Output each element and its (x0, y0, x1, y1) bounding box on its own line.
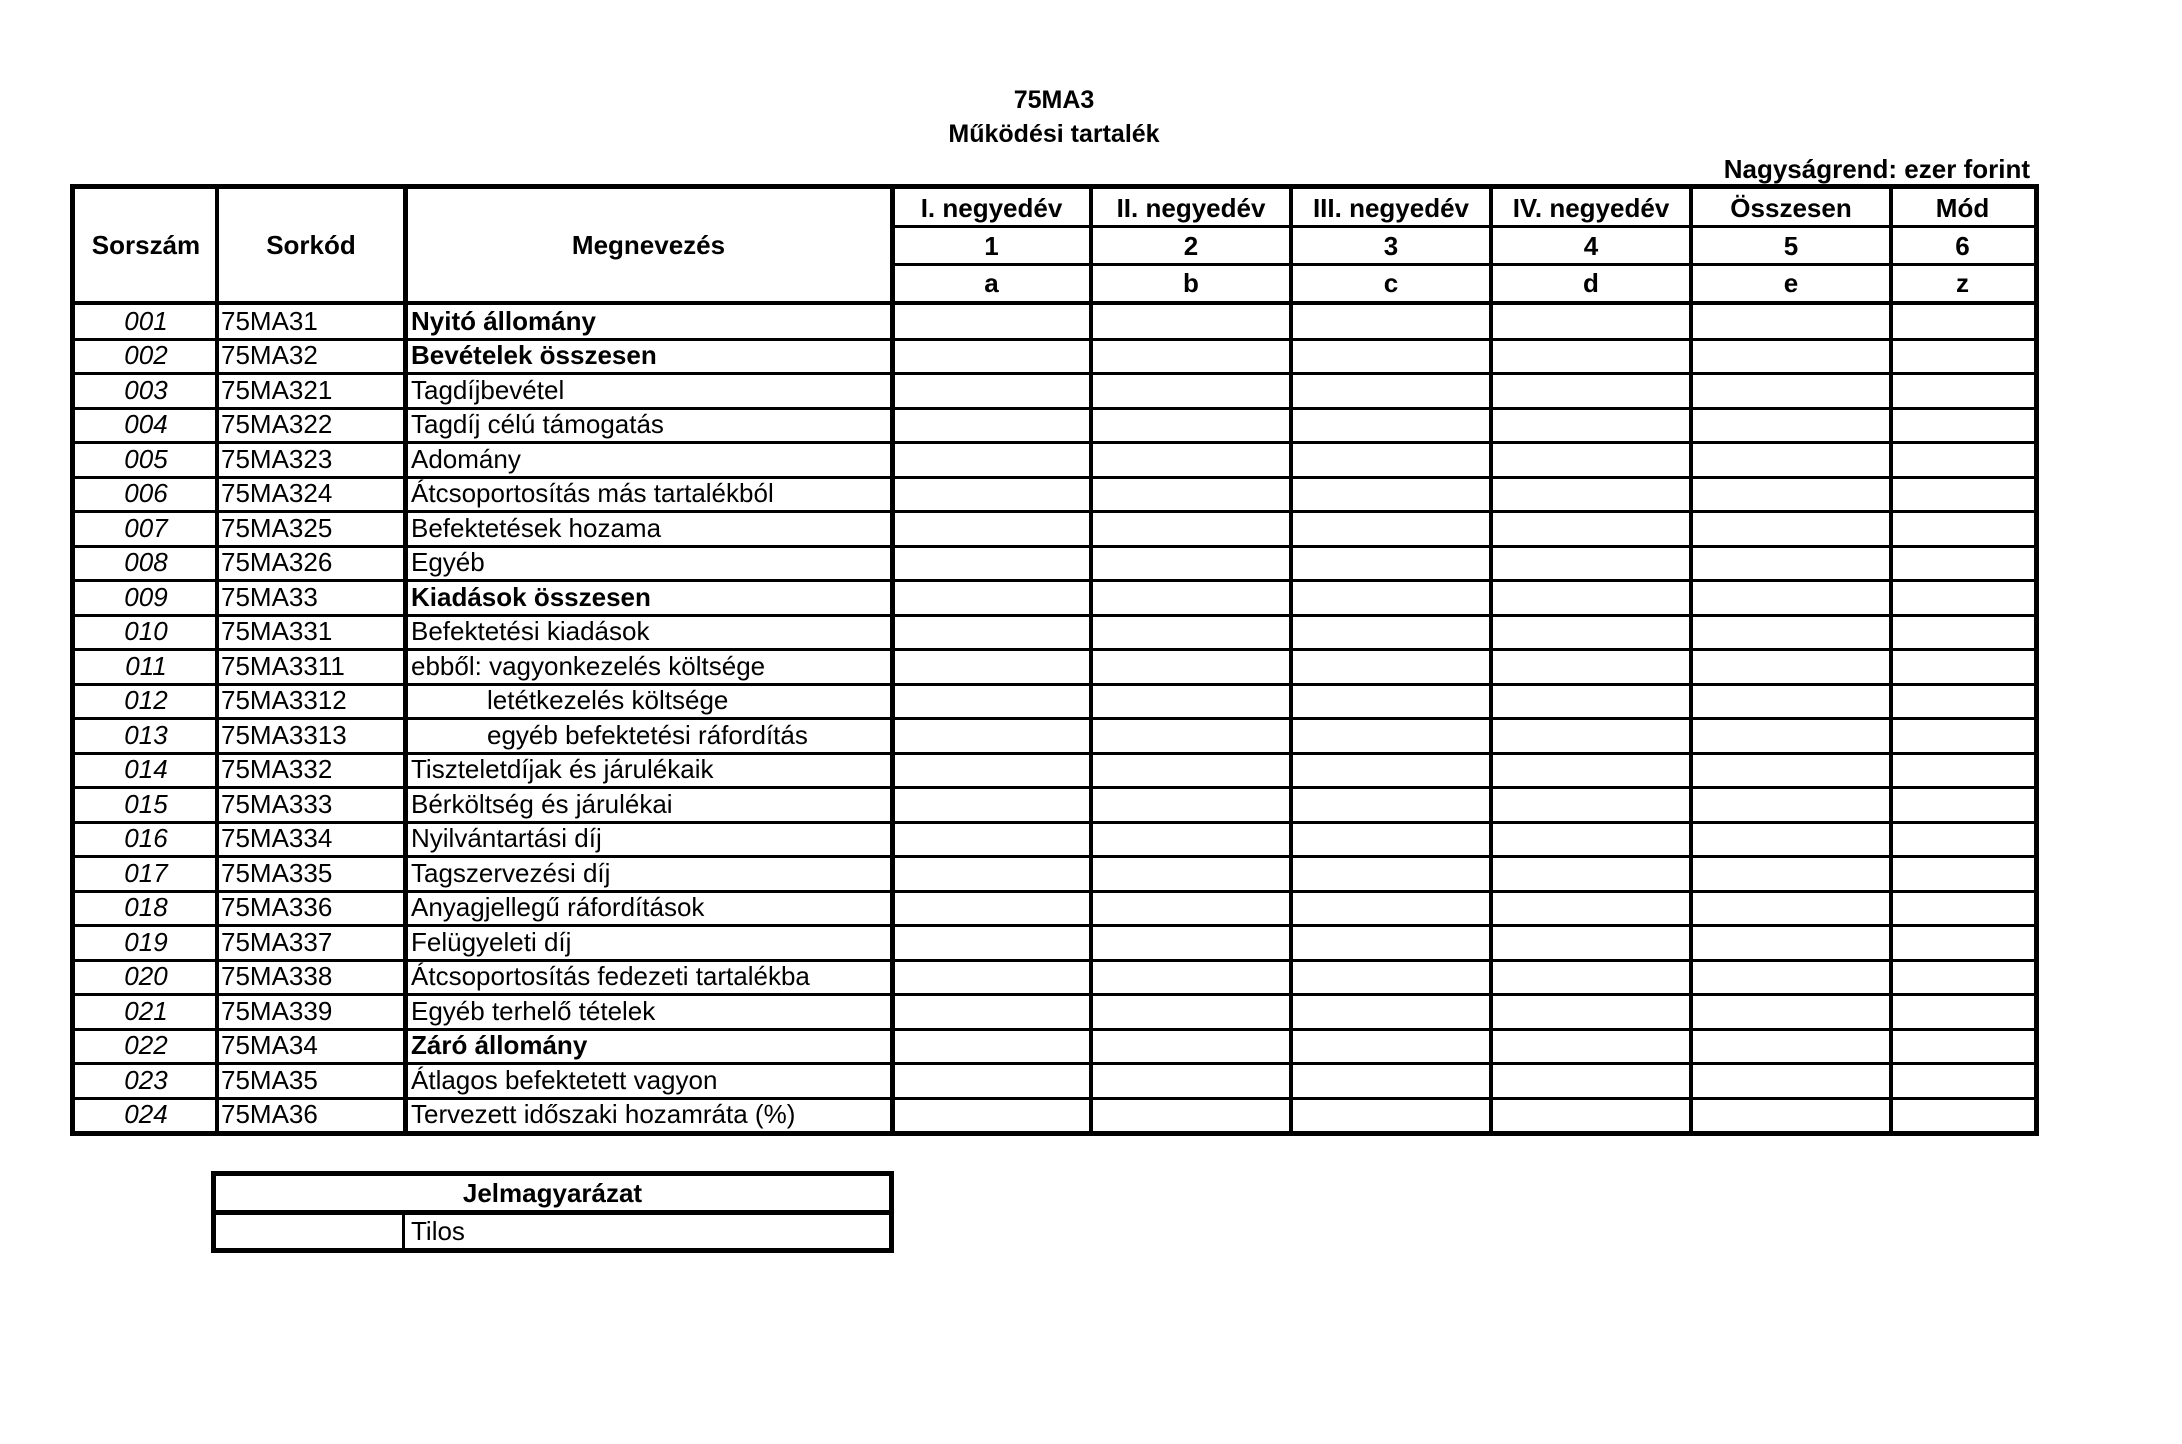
value-cell[interactable] (1891, 787, 2034, 822)
value-cell[interactable] (892, 891, 1091, 926)
table-row (75, 753, 2034, 788)
legend-swatch (216, 1215, 402, 1248)
value-cell[interactable] (1491, 580, 1691, 615)
row-code: 75MA36 (221, 1099, 318, 1130)
value-cell[interactable] (1491, 546, 1691, 581)
value-cell[interactable] (1091, 615, 1291, 650)
value-cell[interactable] (1891, 1098, 2034, 1133)
value-cell[interactable] (1091, 684, 1291, 719)
row-label: Tagdíjbevétel (411, 374, 565, 405)
value-cell[interactable] (1291, 925, 1491, 960)
value-cell[interactable] (1291, 304, 1491, 339)
value-cell[interactable] (1291, 891, 1491, 926)
row-code: 75MA326 (221, 547, 333, 578)
value-cell[interactable] (1491, 684, 1691, 719)
value-cell[interactable] (892, 615, 1091, 650)
period-header-letter: e (1783, 267, 1799, 298)
value-cell[interactable] (1691, 1063, 1891, 1098)
value-cell[interactable] (1291, 339, 1491, 374)
value-cell[interactable] (1291, 580, 1491, 615)
value-cell[interactable] (1891, 442, 2034, 477)
table-row (75, 960, 2034, 995)
value-cell[interactable] (1891, 994, 2034, 1029)
value-cell[interactable] (1291, 787, 1491, 822)
period-header-number: 6 (1955, 230, 1970, 261)
value-cell[interactable] (1491, 925, 1691, 960)
form-title: Működési tartalék (948, 120, 1160, 148)
table-row (75, 546, 2034, 581)
header-subrow-line (892, 225, 2034, 228)
value-cell[interactable] (1291, 649, 1491, 684)
value-cell[interactable] (1891, 856, 2034, 891)
value-cell[interactable] (1891, 684, 2034, 719)
value-cell[interactable] (1491, 718, 1691, 753)
value-cell[interactable] (892, 304, 1091, 339)
row-label: Felügyeleti díj (411, 926, 572, 957)
row-label: Tiszteletdíjak és járulékaik (411, 754, 714, 785)
row-line (75, 476, 2034, 479)
row-line (75, 1097, 2034, 1100)
table-row (75, 718, 2034, 753)
legend-title: Jelmagyarázat (462, 1177, 643, 1208)
row-number: 007 (124, 512, 168, 543)
col-header-megnevezes: Megnevezés (571, 229, 726, 260)
row-number: 010 (124, 616, 168, 647)
value-cell[interactable] (892, 477, 1091, 512)
legend-table (211, 1171, 894, 1253)
table-row (75, 684, 2034, 719)
value-cell[interactable] (1891, 891, 2034, 926)
value-cell[interactable] (1691, 856, 1891, 891)
row-code: 75MA33 (221, 581, 318, 612)
row-line (75, 752, 2034, 755)
row-label: Egyéb terhelő tételek (411, 995, 656, 1026)
value-cell[interactable] (892, 1029, 1091, 1064)
row-code: 75MA339 (221, 995, 333, 1026)
value-cell[interactable] (892, 822, 1091, 857)
value-cell[interactable] (1891, 373, 2034, 408)
value-cell[interactable] (1091, 477, 1291, 512)
value-cell[interactable] (1691, 787, 1891, 822)
value-cell[interactable] (892, 856, 1091, 891)
row-number: 012 (124, 685, 168, 716)
row-number: 021 (124, 995, 168, 1026)
value-cell[interactable] (1491, 787, 1691, 822)
row-line (75, 648, 2034, 651)
data-table (70, 184, 2039, 1136)
row-label: Tagdíj célú támogatás (411, 409, 664, 440)
value-cell[interactable] (1091, 718, 1291, 753)
value-cell[interactable] (1691, 408, 1891, 443)
value-cell[interactable] (1691, 546, 1891, 581)
table-row (75, 511, 2034, 546)
row-line (75, 545, 2034, 548)
value-cell[interactable] (1491, 1098, 1691, 1133)
value-cell[interactable] (1091, 994, 1291, 1029)
value-cell[interactable] (1491, 753, 1691, 788)
value-cell[interactable] (1291, 511, 1491, 546)
value-cell[interactable] (1891, 304, 2034, 339)
row-number: 014 (124, 754, 168, 785)
row-label: egyéb befektetési ráfordítás (487, 719, 808, 750)
row-code: 75MA321 (221, 374, 333, 405)
row-code: 75MA35 (221, 1064, 318, 1095)
value-cell[interactable] (1891, 649, 2034, 684)
row-number: 013 (124, 719, 168, 750)
row-label: Tervezett időszaki hozamráta (%) (411, 1099, 796, 1130)
row-line (75, 890, 2034, 893)
row-code: 75MA323 (221, 443, 333, 474)
row-line (75, 614, 2034, 617)
table-row (75, 787, 2034, 822)
value-cell[interactable] (892, 994, 1091, 1029)
value-cell[interactable] (1891, 925, 2034, 960)
value-cell[interactable] (1691, 718, 1891, 753)
value-cell[interactable] (892, 1063, 1091, 1098)
row-number: 017 (124, 857, 168, 888)
row-code: 75MA337 (221, 926, 333, 957)
row-line (75, 338, 2034, 341)
value-cell[interactable] (1091, 891, 1291, 926)
row-label: ebből: vagyonkezelés költsége (411, 650, 766, 681)
value-cell[interactable] (892, 580, 1091, 615)
row-label: Egyéb (411, 547, 485, 578)
row-number: 004 (124, 409, 168, 440)
value-cell[interactable] (1491, 994, 1691, 1029)
value-cell[interactable] (1891, 615, 2034, 650)
col-header-sorkod: Sorkód (266, 229, 356, 260)
value-cell[interactable] (1291, 753, 1491, 788)
row-code: 75MA333 (221, 788, 333, 819)
row-code: 75MA322 (221, 409, 333, 440)
value-cell[interactable] (1491, 442, 1691, 477)
row-label: Nyilvántartási díj (411, 823, 602, 854)
value-cell[interactable] (1691, 649, 1891, 684)
period-header-label: I. negyedév (920, 192, 1063, 223)
table-row (75, 856, 2034, 891)
value-cell[interactable] (1691, 925, 1891, 960)
value-cell[interactable] (1091, 339, 1291, 374)
value-cell[interactable] (1691, 822, 1891, 857)
table-row (75, 1063, 2034, 1098)
value-cell[interactable] (892, 649, 1091, 684)
value-cell[interactable] (1291, 477, 1491, 512)
row-code: 75MA324 (221, 478, 333, 509)
value-cell[interactable] (892, 373, 1091, 408)
value-cell[interactable] (1291, 1029, 1491, 1064)
value-cell[interactable] (1491, 649, 1691, 684)
row-number: 011 (125, 650, 167, 681)
row-label: Befektetési kiadások (411, 616, 650, 647)
row-line (75, 683, 2034, 686)
period-header-number: 4 (1583, 230, 1599, 261)
value-cell[interactable] (1491, 304, 1691, 339)
row-label: Anyagjellegű ráfordítások (411, 892, 705, 923)
period-header-number: 1 (984, 230, 999, 261)
row-number: 016 (124, 823, 168, 854)
value-cell[interactable] (1291, 856, 1491, 891)
table-row (75, 994, 2034, 1029)
value-cell[interactable] (892, 1098, 1091, 1133)
value-cell[interactable] (1291, 615, 1491, 650)
row-code: 75MA3312 (221, 685, 347, 716)
row-number: 008 (124, 547, 168, 578)
value-cell[interactable] (1491, 511, 1691, 546)
row-number: 006 (124, 478, 168, 509)
table-row (75, 1098, 2034, 1133)
row-label: Befektetések hozama (411, 512, 662, 543)
value-cell[interactable] (892, 546, 1091, 581)
value-cell[interactable] (1491, 1063, 1691, 1098)
value-cell[interactable] (1091, 304, 1291, 339)
value-cell[interactable] (892, 925, 1091, 960)
value-cell[interactable] (1691, 684, 1891, 719)
value-cell[interactable] (1691, 511, 1891, 546)
row-line (75, 821, 2034, 824)
row-line (75, 786, 2034, 789)
value-cell[interactable] (1891, 408, 2034, 443)
row-line (75, 441, 2034, 444)
value-cell[interactable] (1091, 442, 1291, 477)
value-cell[interactable] (892, 753, 1091, 788)
value-cell[interactable] (1091, 408, 1291, 443)
value-cell[interactable] (1491, 891, 1691, 926)
value-cell[interactable] (1091, 373, 1291, 408)
value-cell[interactable] (1491, 408, 1691, 443)
value-cell[interactable] (1091, 649, 1291, 684)
row-line (75, 717, 2034, 720)
value-cell[interactable] (1891, 580, 2034, 615)
row-number: 024 (124, 1099, 168, 1130)
row-code: 75MA325 (221, 512, 333, 543)
row-number: 019 (124, 926, 168, 957)
value-cell[interactable] (1691, 1098, 1891, 1133)
table-row (75, 373, 2034, 408)
value-cell[interactable] (1691, 339, 1891, 374)
row-line (75, 959, 2034, 962)
value-cell[interactable] (1891, 1063, 2034, 1098)
table-row (75, 339, 2034, 374)
value-cell[interactable] (1091, 546, 1291, 581)
value-cell[interactable] (1491, 477, 1691, 512)
value-cell[interactable] (1291, 684, 1491, 719)
value-cell[interactable] (1891, 1029, 2034, 1064)
row-line (75, 1028, 2034, 1031)
table-row (75, 442, 2034, 477)
value-cell[interactable] (1091, 1063, 1291, 1098)
table-row (75, 822, 2034, 857)
row-label: Bevételek összesen (411, 340, 657, 371)
row-line (75, 579, 2034, 582)
period-header-label: IV. negyedév (1512, 192, 1670, 223)
row-code: 75MA3311 (221, 650, 345, 681)
value-cell[interactable] (1291, 546, 1491, 581)
row-number: 022 (124, 1030, 168, 1061)
value-cell[interactable] (1891, 511, 2034, 546)
period-header-label: Összesen (1730, 192, 1852, 223)
table-row (75, 925, 2034, 960)
row-number: 009 (124, 581, 168, 612)
value-cell[interactable] (1091, 822, 1291, 857)
row-code: 75MA34 (221, 1030, 318, 1061)
value-cell[interactable] (1291, 1063, 1491, 1098)
value-cell[interactable] (1291, 822, 1491, 857)
row-label: Záró állomány (411, 1030, 588, 1061)
row-label: Nyitó állomány (411, 305, 596, 336)
value-cell[interactable] (1691, 1029, 1891, 1064)
value-cell[interactable] (1291, 960, 1491, 995)
table-row (75, 408, 2034, 443)
row-line (75, 1062, 2034, 1065)
row-code: 75MA332 (221, 754, 333, 785)
table-row (75, 580, 2034, 615)
row-number: 002 (124, 340, 168, 371)
row-label: Kiadások összesen (411, 581, 651, 612)
period-header-letter: z (1956, 267, 1969, 298)
row-line (75, 372, 2034, 375)
row-line (75, 510, 2034, 513)
period-header-letter: a (984, 267, 999, 298)
row-label: Adomány (411, 443, 521, 474)
value-cell[interactable] (1891, 960, 2034, 995)
value-cell[interactable] (1491, 1029, 1691, 1064)
value-cell[interactable] (1691, 373, 1891, 408)
period-header-label: III. negyedév (1312, 192, 1470, 223)
value-cell[interactable] (1691, 442, 1891, 477)
value-cell[interactable] (1091, 1029, 1291, 1064)
period-header-label: II. negyedév (1116, 192, 1266, 223)
row-number: 001 (124, 305, 168, 336)
row-line (75, 924, 2034, 927)
row-code: 75MA331 (221, 616, 333, 647)
value-cell[interactable] (1091, 925, 1291, 960)
period-header-number: 5 (1783, 230, 1799, 261)
value-cell[interactable] (1691, 615, 1891, 650)
legend-separator (402, 1215, 405, 1248)
period-header-letter: c (1383, 267, 1399, 298)
value-cell[interactable] (1691, 960, 1891, 995)
row-line (75, 407, 2034, 410)
row-number: 015 (124, 788, 168, 819)
row-number: 003 (124, 374, 168, 405)
row-number: 023 (124, 1064, 168, 1095)
value-cell[interactable] (1291, 442, 1491, 477)
value-cell[interactable] (1091, 580, 1291, 615)
value-cell[interactable] (1891, 753, 2034, 788)
value-cell[interactable] (1491, 856, 1691, 891)
value-cell[interactable] (1091, 1098, 1291, 1133)
value-cell[interactable] (1091, 856, 1291, 891)
value-cell[interactable] (892, 787, 1091, 822)
value-cell[interactable] (1691, 477, 1891, 512)
row-code: 75MA334 (221, 823, 333, 854)
row-code: 75MA32 (221, 340, 318, 371)
row-line (75, 993, 2034, 996)
value-cell[interactable] (1891, 339, 2034, 374)
row-label: Átlagos befektetett vagyon (411, 1064, 718, 1095)
row-label: Átcsoportosítás fedezeti tartalékba (411, 961, 810, 992)
value-cell[interactable] (1491, 373, 1691, 408)
period-header-letter: b (1183, 267, 1199, 298)
row-label: letétkezelés költsége (487, 685, 729, 716)
value-cell[interactable] (1491, 822, 1691, 857)
value-cell[interactable] (892, 718, 1091, 753)
value-cell[interactable] (1491, 615, 1691, 650)
value-cell[interactable] (1291, 718, 1491, 753)
row-line (75, 855, 2034, 858)
table-row (75, 1029, 2034, 1064)
value-cell[interactable] (1491, 339, 1691, 374)
value-cell[interactable] (892, 960, 1091, 995)
table-row (75, 615, 2034, 650)
row-number: 018 (124, 892, 168, 923)
table-row (75, 304, 2034, 339)
value-cell[interactable] (1291, 994, 1491, 1029)
value-cell[interactable] (1091, 511, 1291, 546)
row-code: 75MA336 (221, 892, 333, 923)
unit-note: Nagyságrend: ezer forint (1723, 154, 2030, 184)
row-number: 020 (124, 961, 168, 992)
value-cell[interactable] (892, 408, 1091, 443)
row-code: 75MA338 (221, 961, 333, 992)
header-subrow-line (892, 263, 2034, 266)
value-cell[interactable] (1091, 960, 1291, 995)
value-cell[interactable] (1091, 787, 1291, 822)
value-cell[interactable] (892, 339, 1091, 374)
value-cell[interactable] (892, 511, 1091, 546)
row-code: 75MA3313 (221, 719, 347, 750)
value-cell[interactable] (892, 442, 1091, 477)
row-code: 75MA31 (221, 305, 318, 336)
legend-item-label: Tilos (411, 1216, 465, 1246)
table-row (75, 891, 2034, 926)
value-cell[interactable] (1691, 994, 1891, 1029)
value-cell[interactable] (1091, 753, 1291, 788)
value-cell[interactable] (1891, 822, 2034, 857)
period-header-number: 3 (1383, 230, 1399, 261)
row-label: Átcsoportosítás más tartalékból (411, 478, 774, 509)
row-number: 005 (124, 443, 168, 474)
value-cell[interactable] (1691, 753, 1891, 788)
value-cell[interactable] (1891, 546, 2034, 581)
value-cell[interactable] (1691, 304, 1891, 339)
value-cell[interactable] (1891, 477, 2034, 512)
value-cell[interactable] (1291, 408, 1491, 443)
value-cell[interactable] (1291, 373, 1491, 408)
row-code: 75MA335 (221, 857, 333, 888)
value-cell[interactable] (1891, 718, 2034, 753)
value-cell[interactable] (1491, 960, 1691, 995)
row-label: Bérköltség és járulékai (411, 788, 673, 819)
value-cell[interactable] (1691, 580, 1891, 615)
value-cell[interactable] (1691, 891, 1891, 926)
period-header-letter: d (1583, 267, 1599, 298)
value-cell[interactable] (1291, 1098, 1491, 1133)
col-header-sorszam: Sorszám (91, 229, 201, 260)
value-cell[interactable] (892, 684, 1091, 719)
form-code: 75MA3 (1013, 86, 1095, 114)
period-header-number: 2 (1183, 230, 1199, 261)
period-header-label: Mód (1935, 192, 1990, 223)
table-row (75, 649, 2034, 684)
table-row (75, 477, 2034, 512)
row-label: Tagszervezési díj (411, 857, 611, 888)
